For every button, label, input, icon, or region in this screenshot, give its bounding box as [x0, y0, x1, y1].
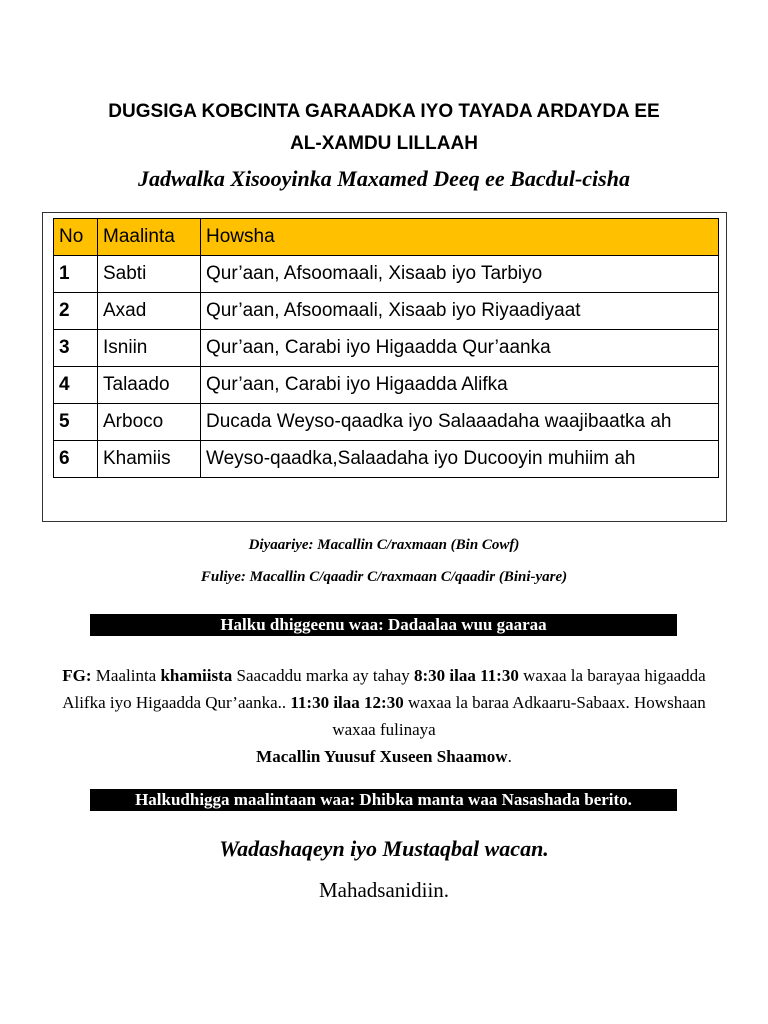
table-row [54, 367, 719, 404]
column-header-task: Howsha [201, 219, 719, 256]
footnote-text: waxaa la baraa Adkaaru-Sabaax. Howshaan waxaa fulinaya [332, 693, 706, 739]
footnote-teacher: Macallin Yuusuf Xuseen Shaamow [256, 747, 508, 766]
motto-banner: Halku dhiggeenu waa: Dadaalaa wuu gaaraa [90, 614, 677, 636]
table-row [54, 404, 719, 441]
row-day: Axad [98, 293, 201, 330]
daily-motto-banner: Halkudhigga maalintaan waa: Dhibka manta waa Nasashada berito. [90, 789, 677, 811]
row-day: Arboco [98, 404, 201, 441]
table-row [54, 256, 719, 293]
footnote-text: . [507, 747, 512, 766]
table-row [54, 293, 719, 330]
row-number: 4 [54, 367, 98, 404]
row-day: Talaado [98, 367, 201, 404]
row-task: Qur’aan, Afsoomaali, Xisaab iyo Riyaadiyaat [201, 293, 719, 330]
title-line-1: DUGSIGA KOBCINTA GARAADKA IYO TAYADA ARDAYDA EE [108, 101, 660, 122]
footnote-time: 11:30 ilaa 12:30 [290, 693, 404, 712]
table-row [54, 330, 719, 367]
footnote-label: FG: [62, 666, 92, 685]
table-header-row [54, 219, 719, 256]
row-task: Weyso-qaadka,Salaadaha iyo Ducooyin muhiim ah [201, 441, 719, 478]
thanks-text: Mahadsanidiin. [318, 878, 450, 902]
footnote-text: Saacaddu marka ay tahay [232, 666, 414, 685]
row-number: 6 [54, 441, 98, 478]
row-task: Qur’aan, Carabi iyo Higaadda Qur’aanka [201, 330, 719, 367]
footnote-day: khamiista [160, 666, 233, 685]
row-day: Sabti [98, 256, 201, 293]
schedule-subtitle: Jadwalka Xisooyinka Maxamed Deeq ee Bacdul-cisha [138, 166, 630, 191]
closing-slogan: Wadashaqeyn iyo Mustaqbal wacan. [219, 836, 549, 861]
row-number: 2 [54, 293, 98, 330]
footnote-text: Maalinta [91, 666, 161, 685]
title-line-2: AL-XAMDU LILLAAH [290, 133, 478, 154]
row-number: 1 [54, 256, 98, 293]
row-task: Qur’aan, Carabi iyo Higaadda Alifka [201, 367, 719, 404]
schedule-table [53, 218, 719, 478]
supervised-by-line: Fuliye: Macallin C/qaadir C/raxmaan C/qaadir (Bini-yare) [200, 569, 568, 585]
footnote-paragraph [60, 662, 708, 770]
prepared-by-line: Diyaariye: Macallin C/raxmaan (Bin Cowf) [248, 537, 520, 553]
row-day: Khamiis [98, 441, 201, 478]
column-header-no: No [54, 219, 98, 256]
row-number: 3 [54, 330, 98, 367]
row-task: Ducada Weyso-qaadka iyo Salaaadaha waajibaatka ah [201, 404, 719, 441]
row-number: 5 [54, 404, 98, 441]
footnote-time: 8:30 ilaa 11:30 [414, 666, 519, 685]
column-header-day: Maalinta [98, 219, 201, 256]
row-task: Qur’aan, Afsoomaali, Xisaab iyo Tarbiyo [201, 256, 719, 293]
footnote-text: waxaa la barayaa higaadda Alifka iyo Higaadda Qur’aanka.. [62, 666, 706, 712]
document-title [0, 96, 768, 160]
row-day: Isniin [98, 330, 201, 367]
table-row [54, 441, 719, 478]
